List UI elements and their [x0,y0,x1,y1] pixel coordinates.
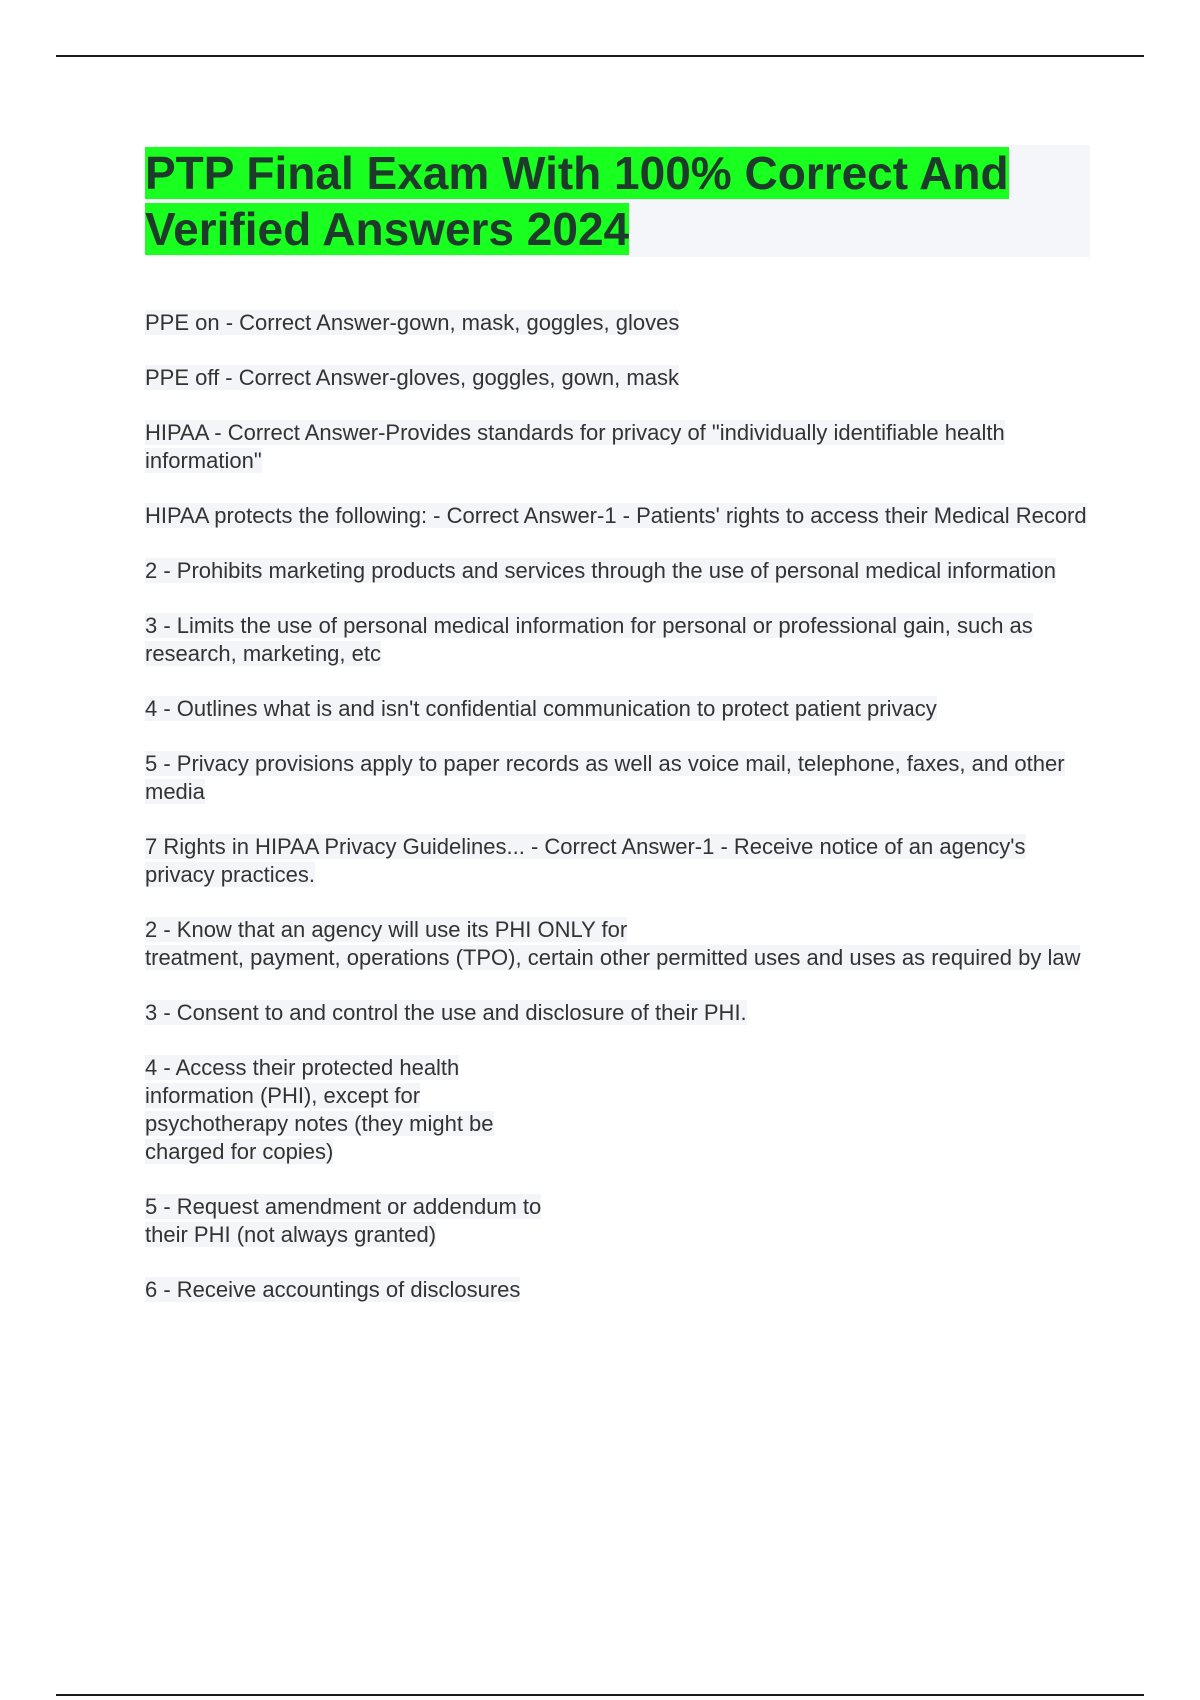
qa-entry: 6 - Receive accountings of disclosures [145,1277,521,1302]
qa-entry: 5 - Request amendment or addendum to their PHI (not always granted) [145,1194,542,1247]
qa-entry: 5 - Privacy provisions apply to paper records as well as voice mail, telephone, faxes, and other media [145,751,1065,804]
qa-entry-line: 2 - Know that an agency will use its PHI ONLY for [145,917,628,942]
qa-entry [145,916,1090,972]
qa-entry: HIPAA - Correct Answer-Provides standards for privacy of "individually identifiable health information" [145,420,1005,473]
document-title: PTP Final Exam With 100% Correct And Verified Answers 2024 [145,147,1009,255]
qa-entry: 3 - Consent to and control the use and disclosure of their PHI. [145,1000,747,1025]
qa-list [145,309,1090,1304]
bottom-rule [56,1694,1144,1696]
title-block [145,145,1090,257]
qa-entry-line: treatment, payment, operations (TPO), certain other permitted uses and uses as required by law [145,945,1081,970]
qa-entry: HIPAA protects the following: - Correct Answer-1 - Patients' rights to access their Medical Record [145,503,1087,528]
qa-entry: PPE off - Correct Answer-gloves, goggles, gown, mask [145,365,679,390]
top-rule [56,55,1144,57]
qa-entry: 2 - Prohibits marketing products and services through the use of personal medical information [145,558,1057,583]
qa-entry: 4 - Outlines what is and isn't confidential communication to protect patient privacy [145,696,937,721]
qa-entry: PPE on - Correct Answer-gown, mask, goggles, gloves [145,310,680,335]
qa-entry: 7 Rights in HIPAA Privacy Guidelines... - Correct Answer-1 - Receive notice of an agency's privacy practices. [145,834,1026,887]
qa-entry: 4 - Access their protected health information (PHI), except for psychotherapy notes (they might be charged for copies) [145,1055,494,1164]
document-body [145,145,1090,1331]
qa-entry: 3 - Limits the use of personal medical information for personal or professional gain, such as research, marketing, etc [145,613,1033,666]
